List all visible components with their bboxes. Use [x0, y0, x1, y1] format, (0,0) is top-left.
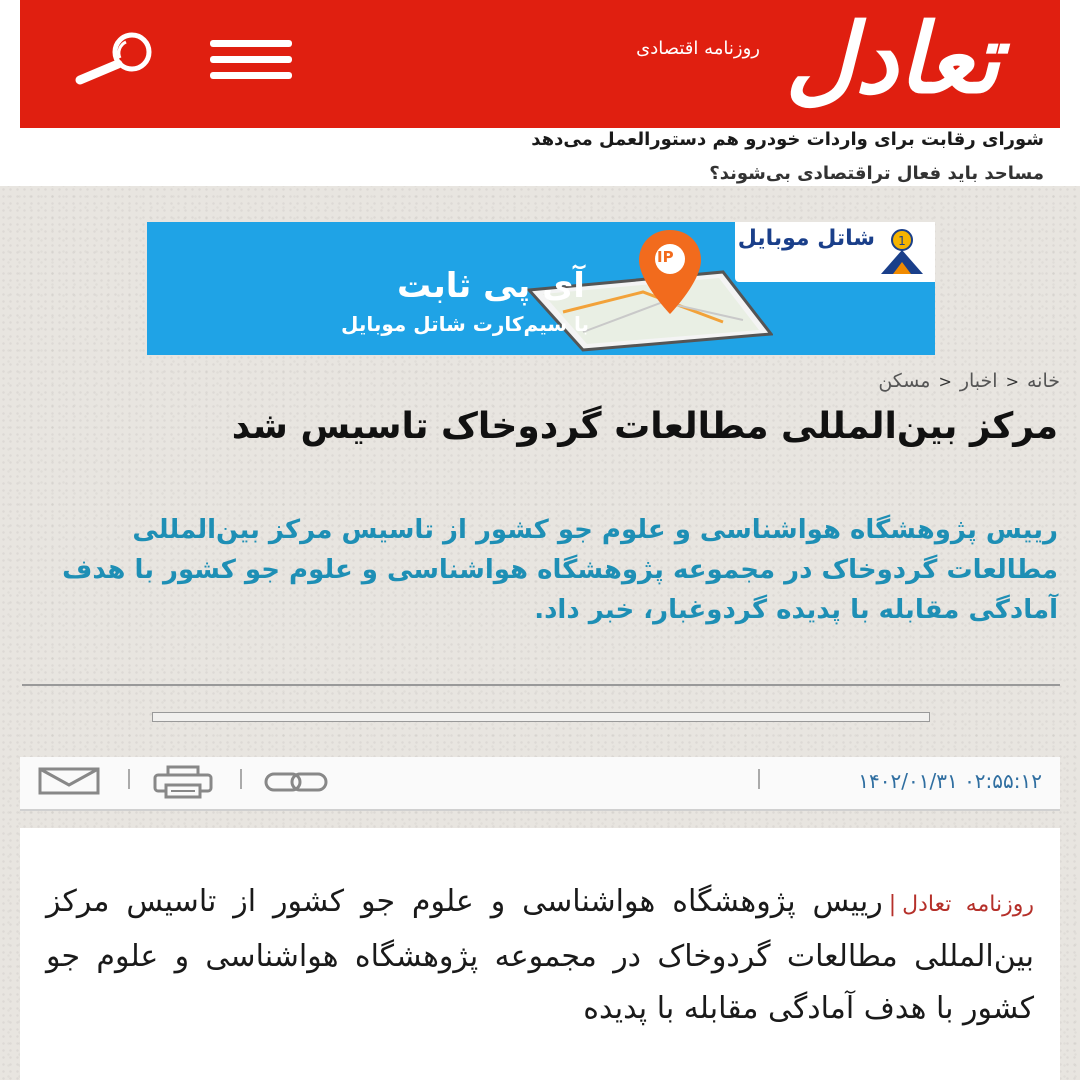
toolbar-separator — [128, 769, 130, 789]
logo-subtitle: روزنامه اقتصادی — [636, 38, 760, 59]
article-toolbar — [20, 757, 1060, 811]
reading-progress-bar — [152, 712, 930, 722]
banner-brand-name: شاتل موبایل — [737, 226, 875, 251]
svg-text:1: 1 — [898, 234, 906, 248]
article-datetime: ۱۴۰۲/۰۱/۳۱ ۰۲:۵۵:۱۲ — [858, 769, 1042, 793]
toolbar-separator — [240, 769, 242, 789]
ad-banner[interactable] — [147, 222, 935, 355]
article-body — [20, 828, 1060, 1080]
search-icon[interactable] — [72, 32, 162, 86]
breadcrumb-separator: < — [1005, 372, 1019, 391]
breadcrumb-housing[interactable]: مسکن — [878, 370, 931, 392]
news-ticker — [20, 128, 1060, 186]
divider — [22, 684, 1060, 686]
email-icon[interactable] — [38, 767, 100, 799]
breadcrumb-separator: < — [938, 372, 952, 391]
site-logo[interactable] — [580, 2, 1000, 120]
hamburger-menu-icon[interactable] — [210, 40, 292, 80]
breadcrumb-news[interactable]: اخبار — [959, 370, 998, 392]
toolbar-separator — [758, 769, 760, 789]
article-source[interactable]: روزنامه تعادل — [902, 892, 1034, 917]
pin-label: IP — [657, 248, 674, 266]
banner-title: آی پی ثابت — [397, 266, 585, 306]
article-paragraph — [46, 876, 1034, 1035]
article-body-text: رییس پژوهشگاه هواشناسی و علوم جو کشور از تاسیس مرکز بین‌المللی مطالعات گردوخاک در مجموعه پژوهشگاه هواشناسی و علوم جو کشور با هدف آمادگی مقابله با پدیده — [46, 884, 1034, 1026]
brand-logo-icon — [877, 228, 927, 276]
source-separator: | — [888, 892, 897, 917]
site-header — [20, 0, 1060, 128]
article-lead: رییس پژوهشگاه هواشناسی و علوم جو کشور از تاسیس مرکز بین‌المللی مطالعات گردوخاک در مجموعه پژوهشگاه هواشناسی و علوم جو کشور با هدف آمادگی مقابله با پدیده گردوغبار، خبر داد. — [62, 515, 1058, 625]
logo-title: تعادل — [785, 2, 1000, 115]
print-icon[interactable] — [152, 765, 214, 803]
banner-subtitle: با سیم‌کارت شاتل موبایل — [341, 312, 590, 336]
ticker-item[interactable]: مساحد باید فعال تراقتصادی بی‌شوند؟ — [709, 163, 1044, 184]
article-title: مرکز بین‌المللی مطالعات گردوخاک تاسیس شد — [231, 406, 1058, 447]
breadcrumb — [878, 370, 1060, 392]
ticker-item[interactable]: شورای رقابت برای واردات خودرو هم دستورالعمل می‌دهد — [531, 129, 1044, 150]
breadcrumb-home[interactable]: خانه — [1026, 370, 1060, 392]
link-icon[interactable] — [264, 769, 328, 799]
location-pin-icon — [635, 228, 705, 318]
